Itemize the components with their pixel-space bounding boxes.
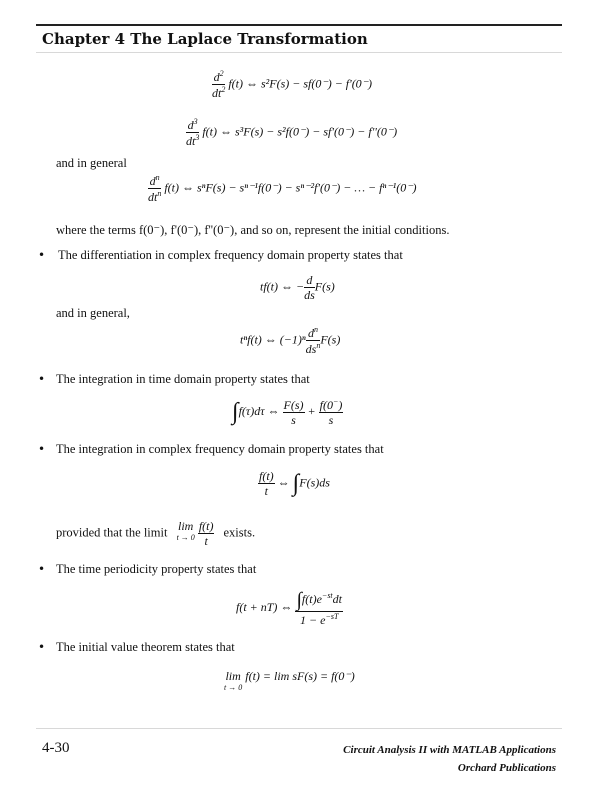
equation-nth-derivative: $\frac{d^n}{dt^n}$ f(t) ⇔ sⁿF(s) − sⁿ⁻¹f(0⁻) − sⁿ⁻²f'(0⁻) − … − fⁿ⁻¹(0⁻) — [148, 173, 417, 204]
equation-time-periodicity: f(t + nT) ⇔ $\frac{\int f(t)e^{-st}dt}{1 - e^{-sT}}$ — [236, 589, 342, 627]
bullet-icon: • — [38, 640, 46, 654]
bullet-icon: • — [38, 372, 46, 386]
bullet-complex-differentiation: The differentiation in complex frequency domain property states that — [58, 248, 403, 262]
paragraph-limit-condition: provided that the limit lim t → 0 $\frac{f(t)}{t}$ exists. — [56, 519, 256, 548]
equation-initial-value-theorem: lim t → 0 f(t) = lim sF(s) = f(0⁻) — [224, 669, 355, 692]
paragraph-and-in-general-comma: and in general, — [56, 306, 130, 320]
equation-second-derivative: $\frac{d^2}{dt^2}$ f(t) ⇔ s²F(s) − sf(0⁻) − f'(0⁻) — [212, 69, 373, 100]
equation-time-integral: ∫f(τ)dτ ⇔ $\frac{F(s)}{s}$ + $\frac{f(0^-)}{s}$ — [232, 397, 343, 427]
book-title: Circuit Analysis II with MATLAB Applications — [343, 744, 556, 756]
paragraph-and-in-general: and in general — [56, 156, 127, 170]
header-divider — [36, 52, 562, 53]
bullet-icon: • — [38, 248, 46, 262]
equation-frequency-integral: $\frac{f(t)}{t}$ ⇔ ∫F(s)ds — [259, 469, 330, 498]
bullet-icon: • — [38, 562, 46, 576]
equation-tf: tf(t) ⇔ − $\frac{d}{ds}$ F(s) — [260, 273, 335, 302]
header-rule — [36, 24, 562, 26]
bullet-time-periodicity: The time periodicity property states that — [56, 562, 257, 576]
equation-tn-f: tⁿf(t) ⇔ (−1)ⁿ $\frac{d^n}{ds^n}$ F(s) — [240, 325, 341, 356]
chapter-title: Chapter 4 The Laplace Transformation — [42, 30, 368, 48]
footer-divider — [36, 728, 562, 729]
bullet-icon: • — [38, 442, 46, 456]
page-number: 4-30 — [42, 740, 70, 756]
equation-third-derivative: $\frac{d^3}{dt^3}$ f(t) ⇔ s³F(s) − s²f(0⁻) − sf'(0⁻) − f''(0⁻) — [186, 117, 398, 148]
bullet-initial-value-theorem: The initial value theorem states that — [56, 640, 235, 654]
publisher: Orchard Publications — [457, 762, 556, 774]
bullet-frequency-integration: The integration in complex frequency domain property states that — [56, 442, 384, 456]
paragraph-initial-conditions: where the terms f(0⁻), f'(0⁻), f''(0⁻), and so on, represent the initial conditions. — [56, 223, 450, 237]
bullet-time-integration: The integration in time domain property states that — [56, 372, 310, 386]
